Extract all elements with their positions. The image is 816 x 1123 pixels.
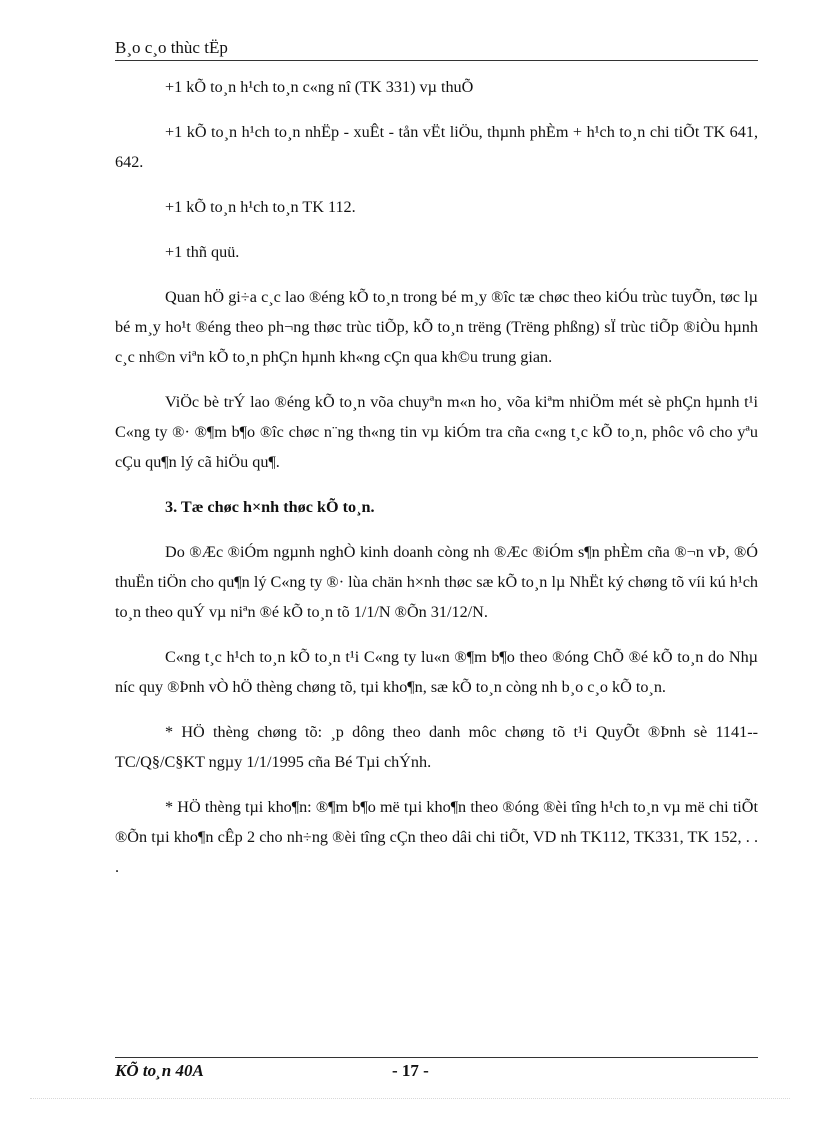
paragraph: +1 thñ quü. <box>165 243 240 261</box>
document-body <box>115 72 758 897</box>
paragraph: Quan hÖ gi÷a c¸c lao ®éng kÕ to¸n trong bé m¸y ®îc tæ chøc theo kiÓu trùc tuyÕn, tøc lµ bé m¸y ho¹t ®éng theo ph¬ng thøc trùc tiÕp, kÕ to¸n trëng (Trëng phßng) sÏ trùc tiÕp ®iÒu hµnh c¸c nh©n viªn kÕ to¸n phÇn hµnh kh«ng cÇn qua kh©u trung gian. <box>115 288 758 366</box>
paragraph: * HÖ thèng tµi kho¶n: ®¶m b¶o më tµi kho¶n theo ®óng ®èi tîng h¹ch to¸n vµ më chi tiÕt ®Õn tµi kho¶n cÊp 2 cho nh÷ng ®èi tîng cÇn theo dâi chi tiÕt, VD nh TK112, TK331, TK 152, . . . <box>115 798 758 876</box>
paragraph: Do ®Æc ®iÓm ngµnh nghÒ kinh doanh còng nh ®Æc ®iÓm s¶n phÈm cña ®¬n vÞ, ®Ó thuËn tiÖn cho qu¶n lý C«ng ty ®· lùa chän h×nh thøc sæ kÕ to¸n lµ NhËt ký chøng tõ víi kú h¹ch to¸n theo quÝ vµ niªn ®é kÕ to¸n tõ 1/1/N ®Õn 31/12/N. <box>115 543 758 621</box>
page-header <box>115 38 758 61</box>
paragraph: C«ng t¸c h¹ch to¸n kÕ to¸n t¹i C«ng ty lu«n ®¶m b¶o theo ®óng ChÕ ®é kÕ to¸n do Nhµ níc quy ®Þnh vÒ hÖ thèng chøng tõ, tµi kho¶n, sæ kÕ to¸n còng nh b¸o c¸o kÕ to¸n. <box>115 648 758 696</box>
paragraph: * HÖ thèng chøng tõ: ¸p dông theo danh môc chøng tõ t¹i QuyÕt ®Þnh sè 1141--TC/Q§/C§KT ngµy 1/1/1995 cña Bé Tµi chÝnh. <box>115 723 758 771</box>
paragraph: ViÖc bè trÝ lao ®éng kÕ to¸n võa chuyªn m«n ho¸ võa kiªm nhiÖm mét sè phÇn hµnh t¹i C«ng ty ®· ®¶m b¶o ®îc chøc n¨ng th«ng tin vµ kiÓm tra cña c«ng t¸c kÕ to¸n, phôc vô cho yªu cÇu qu¶n lý cã hiÖu qu¶. <box>115 393 758 471</box>
page-edge-divider <box>30 1098 790 1099</box>
paragraph: +1 kÕ to¸n h¹ch to¸n TK 112. <box>165 198 356 216</box>
footer-class-label: KÕ to¸n 40A <box>115 1061 204 1080</box>
footer-divider <box>115 1057 758 1058</box>
paragraph: +1 kÕ to¸n h¹ch to¸n c«ng nî (TK 331) vµ thuÕ <box>165 78 474 96</box>
paragraph: +1 kÕ to¸n h¹ch to¸n nhËp - xuÊt - tån vËt liÖu, thµnh phÈm + h¹ch to¸n chi tiÕt TK 641, 642. <box>115 123 758 171</box>
section-heading: 3. Tæ chøc h×nh thøc kÕ to¸n. <box>165 498 375 516</box>
header-title: B¸o c¸o thùc tËp <box>115 38 228 57</box>
page-number: - 17 - <box>392 1061 429 1080</box>
